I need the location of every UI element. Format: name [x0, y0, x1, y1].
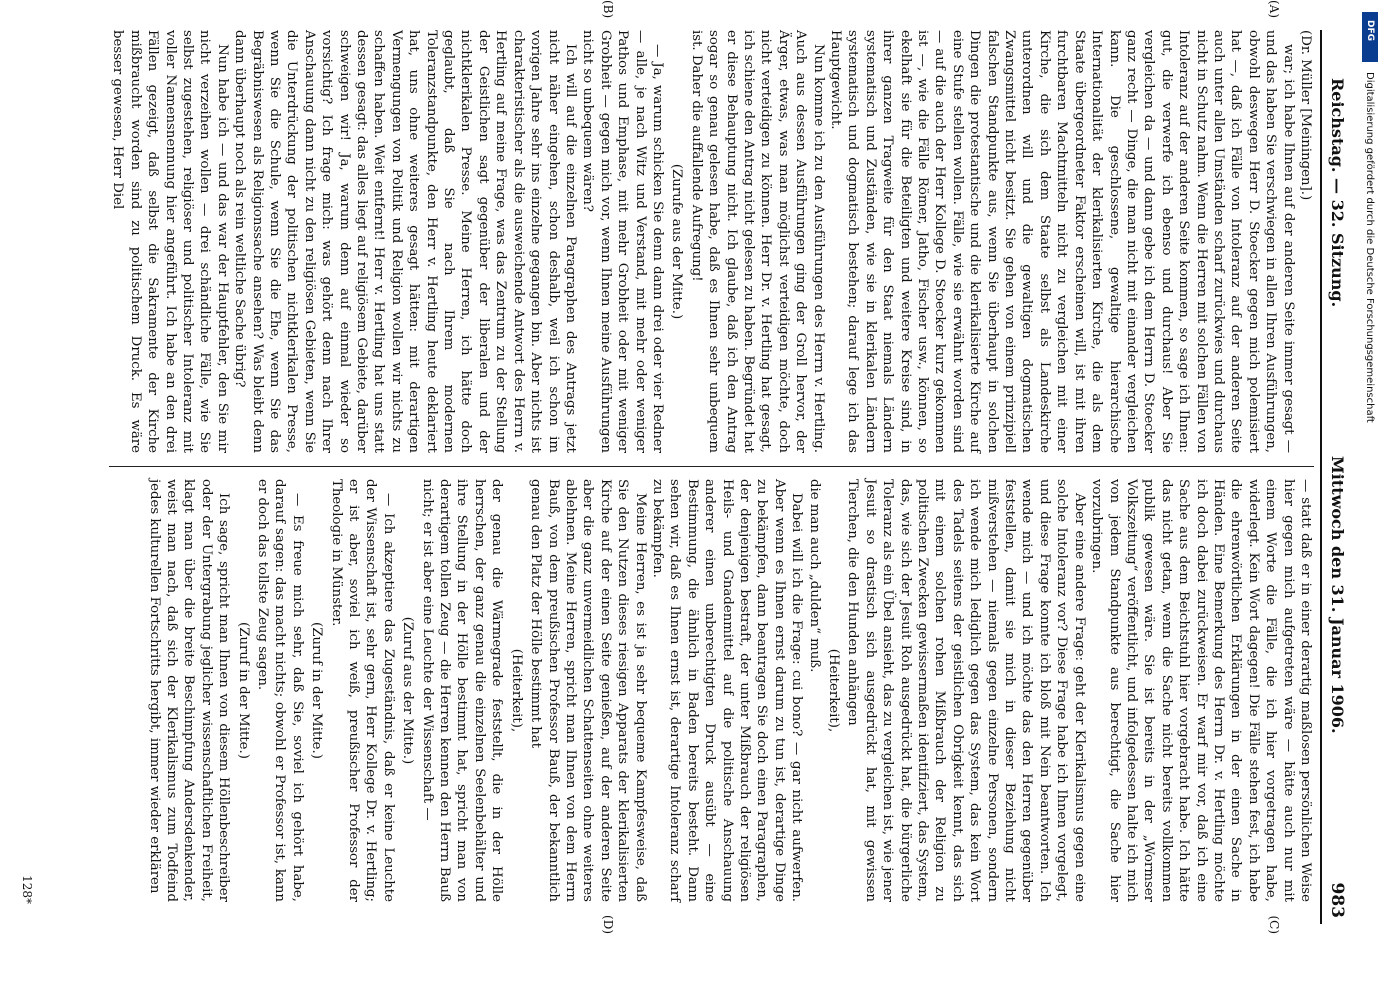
paragraph: Nun komme ich zu den Ausführungen des Herrn v. Hertling. Auch aus dessen Ausführungen ging der Groll hervor, der Ärger, etwas, was man möglichst verteidigen möchte, doch nicht verteidigen zu können. Herr Dr. v. Hertling hat gesagt, ich schiene den Antrag nicht gelesen zu haben. Begründet hat er diese Behauptung nicht. Ich glaube, daß ich den Antrag sogar so genau gelesen habe, daß es Ihnen sehr unbequem ist. Daher die auffallende Aufregung! — [688, 30, 826, 453]
paragraph: der genau die Wärmegrade feststellt, die in der Hölle herrschen, der ganz genau die einzelnen Seelenbehälter und ihre Stellung in der Hölle bestimmt hat, spricht man von derartigem tollen Zeug — die Herren kennen den Herrn Bauß nicht; er ist aber eine Leuchte der Wissenschaft — — [419, 479, 505, 902]
paragraph: — Ich akzeptiere das Zugeständnis, daß er keine Leuchte der Wissenschaft ist, sehr gern, Herr Kollege Dr. v. Hertling; er ist aber, soviel ich weiß, preußischer Professor der Theologie in Münster. — [328, 479, 396, 902]
interjection: (Zuruf in der Mitte.) — [235, 622, 251, 759]
paragraph: Dabei will ich die Frage: cui bono? — gar nicht aufwerfen. Aber wenn es Ihnen ernst darum zu tun ist, derartige Dinge zu bekämpfen, dann beantragen Sie doch einen Paragraphen, der denjenigen bestraft, der unter Mißbrauch der religiösen Heils- und Gnadenmittel auf die politische Anschauung anderer einen unberechtigten Druck ausübt — eine Bestimmung, die ähnlich in Baden bereits besteht. Dann sehen wir, daß es Ihnen ernst ist, derartige Intoleranz scharf zu bekämpfen. — [649, 479, 805, 902]
interjection: (Zuruf aus der Mitte.) — [400, 616, 416, 765]
margin-marker-d: (D) — [601, 915, 615, 934]
interjection: (Zurufe aus der Mitte.) — [669, 163, 685, 320]
paragraph: die man auch „dulden“ muß. — [806, 479, 822, 673]
paragraph: — statt daß er in einer derartig maßlosen persönlichen Weise hier gegen mich aufgetreten wäre — hätte auch nur mit einem Worte die Fälle, die ich hier vorgetragen habe, widerlegt. Kein Wort dagegen! Die Fälle stehen fest, ich habe die ehrenwörtlichen Erklärungen in der einen Sache in Händen. Eine Bemerkung des Herrn Dr. v. Hertling möchte ich doch dabei zurückweisen. Er warf mir vor, daß ich eine Sache aus dem Beichtstuhl hier vorgebracht habe. Ich hätte das nicht getan, wenn die Sache nicht bereits vollkommen publik gewesen wäre. Sie ist bereits in der „Wormser Volkszeitung“ veröffentlicht, und infolgedessen halte ich mich von jedem Standpunkte aus berechtigt, die Sache hier vorzubringen. — [1089, 479, 1313, 902]
header-left: Reichstag. — 32. Sitzung. — [1328, 78, 1347, 308]
interjection: (Heiterkeit), — [826, 648, 842, 733]
paragraph: Ich will auf die einzelnen Paragraphen des Antrags jetzt nicht näher eingehen, schon deshalb, weil ich schon im vorigen Jahre sehr ins einzelne gegangen bin. Aber nichts ist charakteristischer als die ausweichende Antwort des Herrn v. Hertling auf meine Frage, was das Zentrum zu der Stellung der Geistlichen sagt gegenüber der liberalen und der nichtklerikalen Presse. Meine Herren, ich hätte doch geglaubt, daß Sie nach Ihrem modernen Toleranzstandpunkte, den Herr v. Hertling heute deklariert hat, uns ohne weiteres gesagt hätten: mit derartigen Vermengungen von Politik und Religion wollen wir nichts zu schaffen haben. Weit entfernt! Herr v. Hertling hat uns statt dessen gesagt: das alles liegt auf religiösem Gebiete, darüber schweigen wir! Ja, warum denn auf einmal wieder so vorsichtig? Ich frage mich: was gehört denn nach Ihrer Anschauung dann nicht zu den religiösen Gebieten, wenn Sie die Unterdrückung der politischen nichtklerikalen Presse, wenn Sie die Schule, wenn Sie die Ehe, wenn Sie das Begräbniswesen als Religionssache ansehen? Was bleibt denn dann überhaupt noch als rein weltliche Sache übrig? — [232, 30, 578, 453]
right-column — [109, 479, 1314, 934]
footer-mark: 128* — [20, 875, 34, 904]
text-columns — [109, 0, 1314, 934]
margin-marker-c: (C) — [1267, 915, 1281, 934]
credit-text: Digitalisierung gefördert durch die Deutsche Forschungsgemeinschaft — [1364, 72, 1375, 423]
speaker-line: (Dr. Müller [Meiningen].) — [1298, 30, 1313, 201]
paragraph: Meine Herren, es ist ja sehr bequeme Kampfesweise, daß Sie den Nutzen dieses riesigen Apparats der klerikalisierten Kirche auf der einen Seite genießen, auf der anderen Seite aber die ganz unvermeidlichen Schattenseiten ohne weiteres ablehnen. Meine Herren, spricht man Ihnen von dem Herrn Bauß, von dem preußischen Professor Bauß, der bekanntlich genau den Platz der Hölle bestimmt hat — [528, 479, 648, 902]
paragraph: Ich sage, spricht man Ihnen von diesem Höllenbeschreiber oder der Untergrabung jeglicher wissenschaftlichen Freiheit, klagt man über die breite Beschimpfung Andersdenkender, weist man nach, daß sich der Klerikalismus zum Todfeind jedes kulturellen Fortschritts hergibt, immer wieder erklären — [146, 479, 232, 902]
page-number: 983 — [1327, 882, 1347, 918]
paragraph: — Es freue mich sehr, daß Sie, soviel ich gehört habe, darauf sagen: das macht nichts; obwohl er Professor ist, kann er doch das tollste Zeug sagen. — [255, 479, 305, 902]
interjection: (Heiterkeit), — [508, 648, 524, 733]
margin-marker-b: (B) — [601, 0, 615, 19]
digitization-credit — [1362, 12, 1376, 772]
interjection: (Zuruf in der Mitte.) — [309, 622, 325, 759]
column-rule — [109, 466, 1314, 467]
dfg-logo: DFG — [1362, 12, 1378, 62]
paragraph: Aber eine andere Frage: geht der Klerikalismus gegen eine solche Intoleranz vor? Diese Frage habe ich Ihnen vorgelegt, und diese Frage konnte ich bloß mit Nein beantworten. Ich wende mich — und ich möchte das den Herren gegenüber feststellen, damit sie mich in dieser Beziehung nicht mißverstehen — niemals gegen einzelne Personen, sondern ich wende mich lediglich gegen das System, das kein Wort des Tadels seitens der geistlichen Obrigkeit kennt, das sich mit einem solchen rohen Mißbrauch der Religion zu politischen Zwecken gewissermaßen identifiziert, das System, das, wie sich der Jesuit Roh ausgedrückt hat, die bürgerliche Toleranz als ein Übel ansieht, das zu vergleichen ist, wie jener Jesuit so drastisch sich ausgedrückt hat, mit gewissen Tierchen, die den Hunden anhängen — [845, 479, 1087, 902]
header-date: Mittwoch den 31. Januar 1906. — [1328, 456, 1347, 734]
page-header — [1320, 30, 1347, 924]
margin-marker-a: (A) — [1267, 0, 1281, 19]
paragraph: — Ja, warum schicken Sie denn dann drei oder vier Redner — alle, je nach Witz und Verstand, mit mehr oder weniger Pathos und Emphase, mit mehr Grobheit oder mit weniger Grobheit — gegen mich vor, wenn Ihnen meine Ausführungen nicht so unbequem wären? — [580, 30, 665, 453]
paragraph: Nun habe ich — und das war der Hauptfehler, den Sie mir nicht verzeihen wollen — drei schändliche Fälle, wie Sie selbst zugestehen, religiöser und politischer Intoleranz mit voller Namensnennung hier angeführt. Ich habe an den drei Fällen gezeigt, daß selbst die Sakramente der Kirche mißbraucht worden sind zu politischem Druck. Es wäre besser gewesen, Herr Diel — [110, 30, 230, 453]
paragraph: war; ich habe Ihnen auf der anderen Seite immer gesagt — und das haben Sie verschwiegen in allen Ihren Ausführungen, obwohl deswegen Herr D. Stoecker gegen mich polemisiert hat —, daß ich Fälle von Intoleranz auf der anderen Seite auch unter allen Umständen scharf zurückwies und durchaus nicht in Schutz nahm. Wenn die Herren mit solchen Fällen von Intoleranz auf der anderen Seite kommen, so sage ich Ihnen: gut, die verwerfe ich ebenso und durchaus! Aber Sie vergleichen da — und dann gebe ich dem Herrn D. Stoecker ganz recht — Dinge, die man nicht mit einander vergleichen kann. Die geschlossene, gewaltige hierarchische Internationalität der klerikalisierten Kirche, die als dem Staate übergeordneter Faktor erscheinen will, ist mit ihren furchtbaren Machtmitteln nicht zu vergleichen mit einer Kirche, die sich dem Staate selbst als Landeskirche unterordnen will und die gewaltigen dogmatischen Zwangsmittel nicht besitzt. Sie gehen von einem prinzipiell falschen Standpunkte aus, wenn Sie überhaupt in solchen Dingen die protestantische und die klerikalisierte Kirche auf eine Stufe stellen wollen. Fälle, wie sie erwähnt worden sind — auf die auch der Herr Kollege D. Stoecker kurz gekommen ist —, wie die Fälle Römer, Jatho, Fischer usw., können, so ekelhaft sie für die Beteiligten und weitere Kreise sind, in ihrer ganzen Tragweite für den Staat niemals Ländern systematisch und Zuständen, wie sie in klerikalen Ländern systematisch und dogmatisch bestehen; darauf lege ich das Hauptgewicht. — [828, 30, 1296, 454]
left-column — [109, 0, 1314, 454]
